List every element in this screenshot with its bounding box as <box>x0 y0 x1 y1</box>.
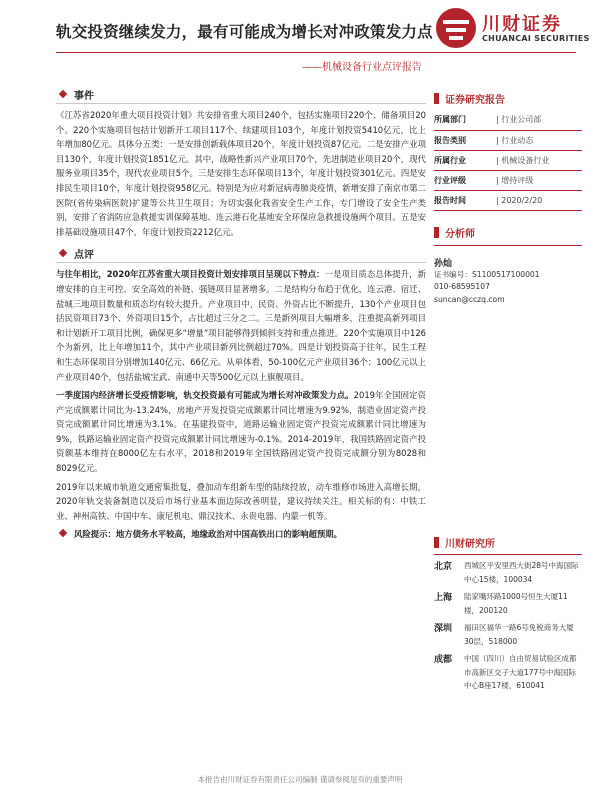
diamond-bullet-icon <box>59 529 67 537</box>
section-divider <box>56 103 426 104</box>
comment-lead-2: 一季度国内经济增长受疫情影响，轨交投资最有可能成为增长对冲政策发力点。 <box>56 390 354 401</box>
diamond-bullet-icon <box>59 90 67 98</box>
logo-name-cn: 川财证券 <box>482 14 562 35</box>
report-title: 轨交投资继续发力，最有可能成为增长对冲政策发力点 <box>56 23 433 41</box>
comment-paragraph-1 <box>56 267 426 384</box>
sidebar-divider <box>434 245 582 246</box>
info-value: | 增持评级 <box>496 170 582 190</box>
analyst-phone: 010-68595107 <box>434 282 490 291</box>
comment-lead-1: 与往年相比，2020年江苏省重大项目投资计划安排项目呈现以下特点： <box>56 269 325 280</box>
info-value: | 机械设备行业 <box>496 150 582 170</box>
page-header <box>0 0 600 82</box>
square-bullet-icon <box>434 93 439 104</box>
analyst-email[interactable]: suncan@cczq.com <box>434 294 505 304</box>
section-heading-comment: 点评 <box>56 245 426 261</box>
analyst-name: 孙灿 <box>434 258 453 269</box>
risk-label: 风险提示： <box>74 529 116 540</box>
logo-name-en: CHUANCAI SECURITIES <box>482 34 590 43</box>
logo-emblem-icon <box>436 8 476 48</box>
office-shenzhen: 深圳 福田区福华一路6号免税商务大厦30层，518000 <box>434 623 574 646</box>
office-beijing: 北京 西城区平安里西大街28号中海国际中心15楼，100034 <box>434 561 579 584</box>
office-shanghai: 上海 陆家嘴环路1000号恒生大厦11楼，200120 <box>434 592 568 615</box>
section-heading-event: 事件 <box>56 86 426 102</box>
main-content <box>56 84 426 543</box>
sidebar-heading-institute: 川财研究所 <box>434 534 582 550</box>
info-row: 报告类别 | 行业动态 <box>434 130 582 150</box>
sidebar-heading-report: 证券研究报告 <box>434 90 582 106</box>
report-info-table <box>434 110 582 211</box>
page-footer: 本报告由川财证券有限责任公司编制 谨请参阅尾页的重要声明 <box>197 775 403 784</box>
section-divider <box>56 262 426 263</box>
info-row: 行业评级 | 增持评级 <box>434 170 582 190</box>
sidebar-heading-analyst: 分析师 <box>434 225 582 241</box>
square-bullet-icon <box>434 537 439 548</box>
info-row: 所属行业 | 机械设备行业 <box>434 150 582 170</box>
comment-text-1: 一是项目质态总体提升，新增安排的自主可控、安全高效的补链、强链项目显著增多。二是结构分布趋于优化，连云港、宿迁、盐城三地项目数量和质态均有较大提升。产业项目中，民资、外资占比不断提升，130个产业项目包括民资项目73个、外资项目15个，占比超过三分之二。三是新列项目大幅增多，注重提高新列项目和计划新开工项目比例，确保更多“增量”项目能够得到倾斜支持和重点推进。220个实施项目中126个为新列，比上年增加11个，其中产业项目新列比例超过70%。四是计划投资高于往年，民生工程和生态环保项目分别增加140亿元、66亿元。从单体看，50-100亿元产业项目36个；100亿元以上产业项目40个，包括盐城宝武、南通中天等500亿元以上旗舰项目。 <box>56 269 426 382</box>
square-bullet-icon <box>434 227 439 238</box>
comment-paragraph-2 <box>56 388 426 476</box>
sidebar <box>434 90 582 693</box>
diamond-bullet-icon <box>59 249 67 257</box>
info-row: 所属部门 | 行业公司部 <box>434 110 582 130</box>
info-row: 报告时间 | 2020/2/20 <box>434 190 582 210</box>
sidebar-divider <box>434 554 582 555</box>
office-chengdu: 成都 中国（四川）自由贸易试验区成都市高新区交子大道177号中海国际中心B座17楼，610041 <box>434 654 577 690</box>
comment-text-2: 2019年全国固定资产完成额累计同比为-13.24%，房地产开发投资完成额累计同比增速为9.92%，制造业固定资产投资完成额累计同比增速为3.1%。在基建投资中，道路运输业固定资产投资完成额累计同比增速为9%，铁路运输业固定资产投资完成额累计同比增速为-0.1%。2014-2019年，我国铁路固定资产投资额基本维持在8000亿左右水平，2018和2019年全国铁路固定资产投资完成额分别为8028和8029亿元。 <box>56 390 426 474</box>
comment-paragraph-3: 2019年以来城市轨道交通密集批复，叠加动车组新车型的陆续投放，动车维修市场进入高增长期，2020年轨交装备制造以及后市场行业基本面边际改善明显，建议持续关注。相关标的有：中铁工业、神州高铁、中国中车、康尼机电、鼎汉技术、永贵电器、内蒙一机等。 <box>56 481 426 521</box>
info-value: | 行业公司部 <box>496 110 582 130</box>
company-logo <box>436 8 590 48</box>
header-divider <box>56 52 576 53</box>
info-value: | 行业动态 <box>496 130 582 150</box>
report-subtitle: ——机械设备行业点评报告 <box>302 62 422 73</box>
event-paragraph: 《江苏省2020年重大项目投资计划》共安排省重大项目240个，包括实施项目220个、储备项目20个。220个实施项目包括计划新开工项目117个、续建项目103个，年度计划投资5410亿元，比上年增加80亿元。具体分五类：一是安排创新载体项目20个，年度计划投资87亿元。二是安排产业项目130个，年度计划投资1851亿元。其中，战略性新兴产业项目70个，先进制造业项目20个，现代服务业项目35个，现代农业项目5个。三是安排生态环保项目13个，年度计划投资301亿元。四是安排民生项目10个，年度计划投资958亿元。特别是为应对新冠病毒肺炎疫情，新增安排了南京市第二医院(省传染病医院)扩建等公共卫生项目；为切实强化我省安全生产工作，专门增设了安全生产类别，安排了省消防应急救援实训保障基地、连云港石化基地安全环保应急救援设施两个项目。五是安排基础设施项目47个，年度计划投资2212亿元。 <box>56 110 427 237</box>
analyst-cert: 证书编号：S1100517100001 <box>434 269 540 279</box>
info-value: | 2020/2/20 <box>496 190 582 210</box>
risk-warning <box>56 527 426 542</box>
risk-text: 地方债务水平较高，地缘政治对中国高铁出口的影响超预期。 <box>115 529 342 540</box>
